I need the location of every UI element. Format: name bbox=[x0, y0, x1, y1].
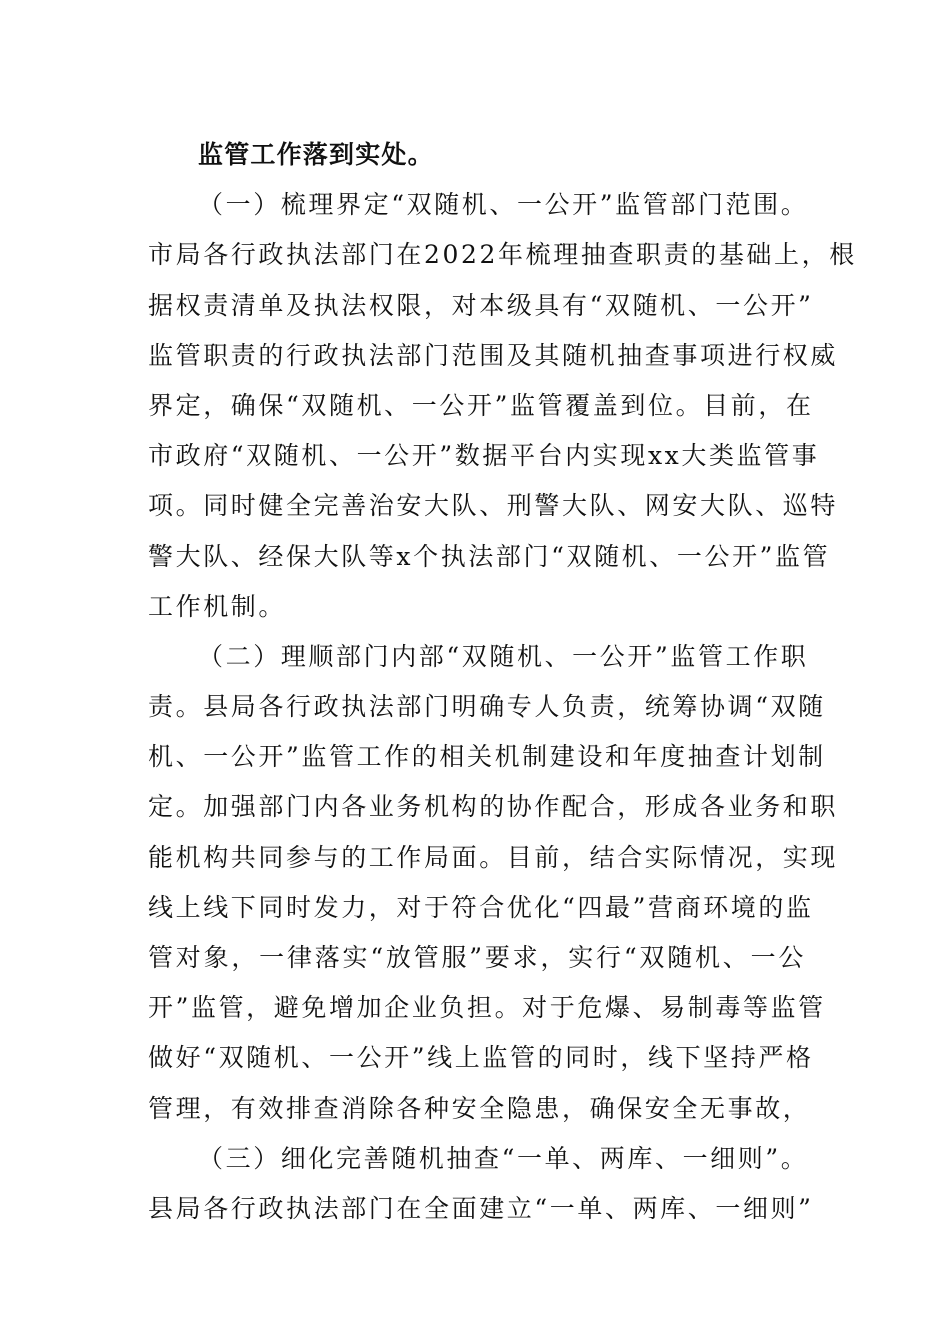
section-heading-3: （三）细化完善随机抽查“一单、两库、一细则”。 bbox=[198, 1143, 809, 1173]
text-line: 责。县局各行政执法部门明确专人负责，统筹协调“双随 bbox=[148, 692, 826, 722]
text-line: 警大队、经保大队等x个执法部门“双随机、一公开”监管 bbox=[148, 541, 831, 571]
text-line: 监管职责的行政执法部门范围及其随机抽查事项进行权威 bbox=[148, 340, 839, 370]
section-heading-1: （一）梳理界定“双随机、一公开”监管部门范围。 bbox=[198, 190, 809, 220]
text-line: 市局各行政执法部门在2022年梳理抽查职责的基础上，根 bbox=[148, 240, 857, 270]
text-line: 管理，有效排查消除各种安全隐患，确保安全无事故， bbox=[148, 1093, 811, 1123]
section-heading-2: （二）理顺部门内部“双随机、一公开”监管工作职 bbox=[198, 641, 809, 671]
text-line: 开”监管，避免增加企业负担。对于危爆、易制毒等监管 bbox=[148, 993, 826, 1023]
text-line: 机、一公开”监管工作的相关机制建设和年度抽查计划制 bbox=[148, 742, 826, 772]
document-body bbox=[148, 130, 857, 1234]
text-line: 市政府“双随机、一公开”数据平台内实现xx大类监管事 bbox=[148, 441, 820, 471]
text-line: 县局各行政执法部门在全面建立“一单、两库、一细则” bbox=[148, 1193, 814, 1223]
text-line: 线上线下同时发力，对于符合优化“四最”营商环境的监 bbox=[148, 892, 814, 922]
text-line: 项。同时健全完善治安大队、刑警大队、网安大队、巡特 bbox=[148, 491, 839, 521]
text-line: 做好“双随机、一公开”线上监管的同时，线下坚持严格 bbox=[148, 1043, 814, 1073]
text-line: 工作机制。 bbox=[148, 591, 287, 621]
text-line: 界定，确保“双随机、一公开”监管覆盖到位。目前，在 bbox=[148, 390, 814, 420]
text-line: 管对象，一律落实“放管服”要求，实行“双随机、一公 bbox=[148, 943, 806, 972]
text-line: 能机构共同参与的工作局面。目前，结合实际情况，实现 bbox=[148, 842, 839, 872]
text-line: 监管工作落到实处。 bbox=[198, 140, 434, 169]
text-line: 据权责清单及执法权限，对本级具有“双随机、一公开” bbox=[148, 290, 814, 320]
text-line: 定。加强部门内各业务机构的协作配合，形成各业务和职 bbox=[148, 792, 839, 822]
